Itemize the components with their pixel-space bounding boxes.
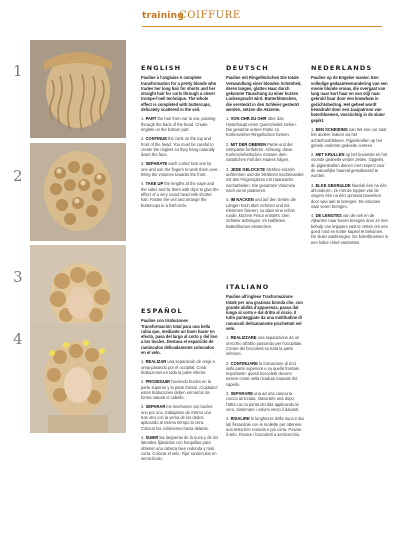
italiano-heading: ITALIANO [226, 283, 270, 291]
step-number-2: 2 [13, 167, 23, 185]
nederlands-step-2: 2. HET KRULLEN op het bovenste en het voorste gedeelte verder zetten. Opgelet, de pijpenkrullen dienen met respect voor de natuurlijke haarval gerealiseerd te worden. [311, 152, 388, 179]
english-heading: ENGLISH [141, 64, 182, 72]
deutsch-step-4: 4. IM NACKEN und auf den Seiten die Längen hoch über nehmen und mit Klemmen fixieren, so dass eine schön runde, kürzere Frisur entsteht. Den Schleier anbringen. Im Halbkreis Butterblumen einstecken. [226, 197, 296, 229]
english-step-2: 2. CONTINUE the curls on the top and front of the head. You must be careful to create the ringlets so they hang naturally down the face. [141, 136, 215, 158]
english-step-1: 1. PART the hair from ear to ear, passing through the back of the head. Create ringlets on the bottom part. [141, 116, 216, 132]
nederlands-step-4: 4. DE LENGTES van de nek en de zijkanten naar boven brengen door ze met behulp van knippers vast te zetten om een goed rond en korter kapsel te bekomen. De sluier aanbrengen. De boterbloemen in een halve cirkel vastzetten. [311, 213, 389, 245]
italiano-step-3: 3. SEPARARE una ad una ciascuna ciocca arricciata, rilavorarle una dopo l'altra con la punta dei dita applicando la cera. Sistemare i volumi verso il davanti. [226, 391, 300, 412]
step-photo-4 [30, 323, 126, 433]
italiano-intro: Pauline all'inglese Trasformazione totale per una graziosa bionda che, con grande abilità d'apparenza, passa dal lungo al corto e dal dritto al riccio. Il tutto punteggiato da una moltitudine di ranuncoli delicatamente picchettati nel velo. [226, 294, 303, 332]
step-number-1: 1 [13, 62, 23, 80]
english-intro: Pauline à l'anglaise A complete transformation for a pretty blonde who trades her long hair for shorts and her straight hair for curls through a clever trompe-l'oeil technique. The whole effect is completed with buttercups, delicately scattered in the veil. [141, 75, 217, 113]
nederlands-step-3: 3. ELKE GEKRULDE haarlok één na één afzonderen, ze met de toppen van de vingers één na één opnieuw bewerken door wax aan te brengen. De volumes naar voren brengen. [311, 182, 387, 209]
italiano-step-1: 1. REALIZZARE una separazione da un orecchio all'altro passando per l'occipitale. Creare dei boccoletti su tutta la parte inferiore. [226, 335, 303, 357]
espanol-step-3: 3. SEPARAR los mechones con bucles uno por uno, trabajarlos de mismo uno tras otro con la yema de los dedos aplicando al mismo tiempo la cera. Colocar los volúmenes hacia delante. [141, 404, 213, 431]
nederlands-step-1: 1. EEN SCHEIDING van het ene oor naar het andere maken via het achterhoofdsbeen. Pijpenkrullen op het gehele onderste gedeelte creëren. [311, 126, 387, 148]
nederlands-heading: NEDERLANDS [311, 64, 373, 72]
deutsch-step-2: 2. MIT DER OBEREN Partie und der Stirnpartie fortfahren. Achtung: diese Korkenzieherlocken müssen dem natürlichen Fall des Haares folgen. [226, 141, 293, 163]
step-number-4: 4 [13, 330, 23, 348]
espanol-step-4: 4. SUBIR las largueras de la nuca y de los laterales fijándolas con horquillas para obtener una cabeza bien redonda y más corta. Colocar el velo. Fijar ranúnculos en semicírculo. [141, 434, 219, 462]
nederlands-intro: Pauline op de Engelse manier. Een volledige gedaanteverandering van een mooie blonde vrouw, die overgaat van lang naar kort haar en van stijl naar gekruld haar door een knowhow in gezichtsbedrog. Het geheel wordt benadrukt door een zaaipatroon van boterbloemen, voorzichtig in de sluier gepikt. [311, 75, 388, 123]
espanol-step-2: 2. PROSEGUIR haciendo bucles en la parte superior y la parte frontal. ¡Cuidado!: estos tirabuzones deben enmarcar de forma natural el cabello. [141, 379, 218, 401]
deutsch-heading: DEUTSCH [226, 64, 269, 72]
deutsch-column [226, 66, 304, 233]
espanol-step-1: 1. REALIZAR una separación de oreja a oreja pasando por el occipital. Crear tirabuzones en toda la parte inferior. [141, 359, 215, 375]
header-title-light: COIFFURE [179, 10, 241, 21]
espanol-heading: ESPAÑOL [141, 307, 183, 315]
deutsch-intro: Pauline mit Ringellöckchen Die totale Verwandlung einer blonden Schönheit, deren langes, glattes Haar durch gekonnte Täuschung zu einer kurzen Lockenpracht wird. Butterblümchen, die versteckt in den Schleier gesteckt werden, setzen die Akzente. [226, 75, 302, 113]
italiano-step-2: 2. CONTINUARE la formazione di ricci sulla parte superiore e su quella frontale. Importante: questi boccoletti devono essere creati nella ricaduta naturale del capello. [226, 360, 300, 387]
english-column [141, 66, 219, 212]
italiano-step-4: 4. RISALIRE le lunghezze della nuca e dai lati fissandole con le mollette per ottenere una testa ben rotonda e più corta. Posare il velo. Fissare i boccoletti a semicerchio. [226, 416, 304, 438]
header-title-bold: training [142, 11, 184, 21]
english-step-3: 3. SEPARATE each curled lock one by one and use the fingers to work them over. Bring the volumes towards the front. [141, 161, 219, 178]
step-photo-1 [30, 40, 126, 138]
section-header [142, 11, 382, 27]
espanol-column [141, 309, 219, 465]
deutsch-step-3: 3. JEDE GELOCKTE Strähne einzeln auftrennen und die Strähnen nacheinander mit den Fingerspitzen mit Haarwachs nacharbeiten. Die gesamten Volumina nach vorne platzieren. [226, 166, 304, 193]
step-photo-2 [30, 143, 126, 241]
italiano-column [226, 285, 304, 441]
english-step-4: 4. TAKE UP the lengths at the nape and the sides and fix them with clips to give the effect of a very round head with shorter hair. Fasten the veil and arrange the buttercups in a half-circle. [141, 181, 219, 208]
step-number-3: 3 [13, 268, 23, 286]
nederlands-column [311, 66, 389, 249]
deutsch-step-1: 1. VON OHR ZU OHR über das Hinterhaupt einen Querscheitel ziehen. Die gesamte untere Partie zu Korkenzieher-Ringellocken formen. [226, 116, 297, 138]
espanol-intro: Pauline con tirabuzones Transformación total para una bella rubia que, mediante un buen hacer en efecto, pasa del largo al corto y del liso a los bucles. Destaca el esparcido de ranúnculos delicadamente colocados en el velo. [141, 318, 218, 356]
